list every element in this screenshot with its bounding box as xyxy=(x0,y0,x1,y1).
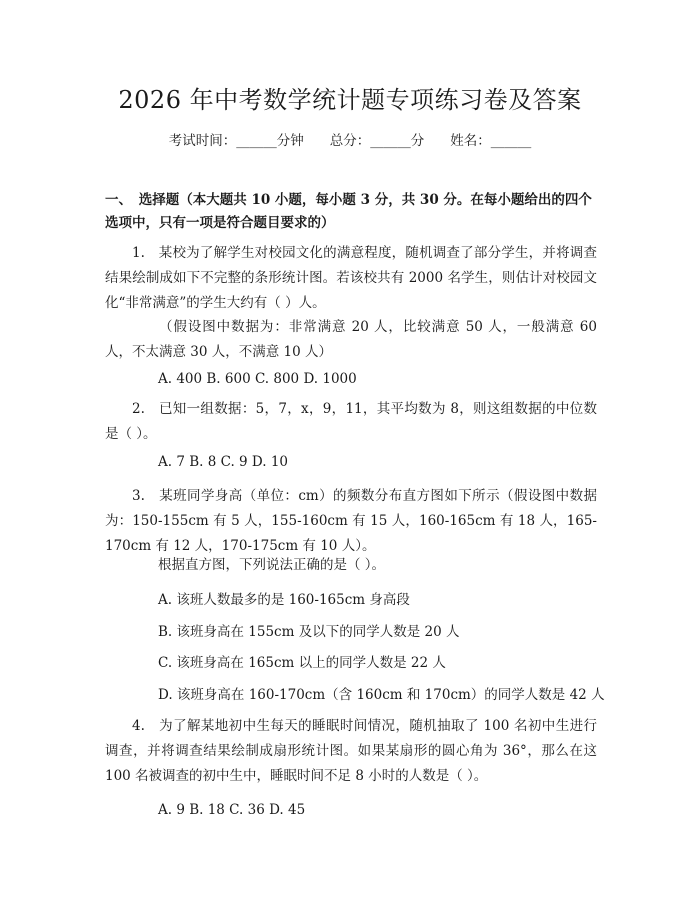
question-4-options: A. 9 B. 18 C. 36 D. 45 xyxy=(158,802,306,818)
question-3-stem: 3. 某班同学身高（单位：cm）的频数分布直方图如下所示（假设图中数据为：150-155cm 有 5 人，155-160cm 有 15 人，160-165cm 有 18 人，165-170cm 有 12 人，170-175cm 有 10 人）。 xyxy=(105,488,597,554)
question-2-options: A. 7 B. 8 C. 9 D. 10 xyxy=(158,454,289,470)
question-1-stem: 1. 某校为了解学生对校园文化的满意程度，随机调查了部分学生，并将调查结果绘制成如下不完整的条形统计图。若该校共有 2000 名学生，则估计对校园文化“非常满意”的学生大约有（ ）人。 xyxy=(105,245,597,311)
question-3-prompt: 根据直方图，下列说法正确的是（ ）。 xyxy=(158,557,386,573)
question-3-option-a: A. 该班人数最多的是 160-165cm 身高段 xyxy=(158,592,410,608)
section-heading-choice: 一、 选择题（本大题共 10 小题，每小题 3 分，共 30 分。在每小题给出的四个选项中，只有一项是符合题目要求的） xyxy=(105,192,592,231)
exam-title: 2026 年中考数学统计题专项练习卷及答案 xyxy=(118,86,582,114)
question-4-stem: 4. 为了解某地初中生每天的睡眠时间情况，随机抽取了 100 名初中生进行调查，并将调查结果绘制成扇形统计图。如果某扇形的圆心角为 36°，那么在这 100 名被调查的初中生中，睡眠时间不足 8 小时的人数是（ ）。 xyxy=(105,718,597,784)
question-2-stem: 2. 已知一组数据：5，7，x，9，11，其平均数为 8，则这组数据的中位数是（ ）。 xyxy=(105,401,597,442)
student-name-field: 姓名：______ xyxy=(450,133,532,149)
exam-meta-line xyxy=(0,130,700,152)
question-3-option-d: D. 该班身高在 160-170cm（含 160cm 和 170cm）的同学人数是 42 人 xyxy=(158,687,605,703)
total-score-field: 总分：______分 xyxy=(329,133,425,149)
question-1-options: A. 400 B. 600 C. 800 D. 1000 xyxy=(158,371,357,387)
question-3-option-b: B. 该班身高在 155cm 及以下的同学人数是 20 人 xyxy=(158,624,460,640)
question-3-option-c: C. 该班身高在 165cm 以上的同学人数是 22 人 xyxy=(158,655,446,671)
exam-time-field: 考试时间：______分钟 xyxy=(168,133,304,149)
question-1-note: （假设图中数据为：非常满意 20 人，比较满意 50 人，一般满意 60 人，不太满意 30 人，不满意 10 人） xyxy=(105,319,597,360)
